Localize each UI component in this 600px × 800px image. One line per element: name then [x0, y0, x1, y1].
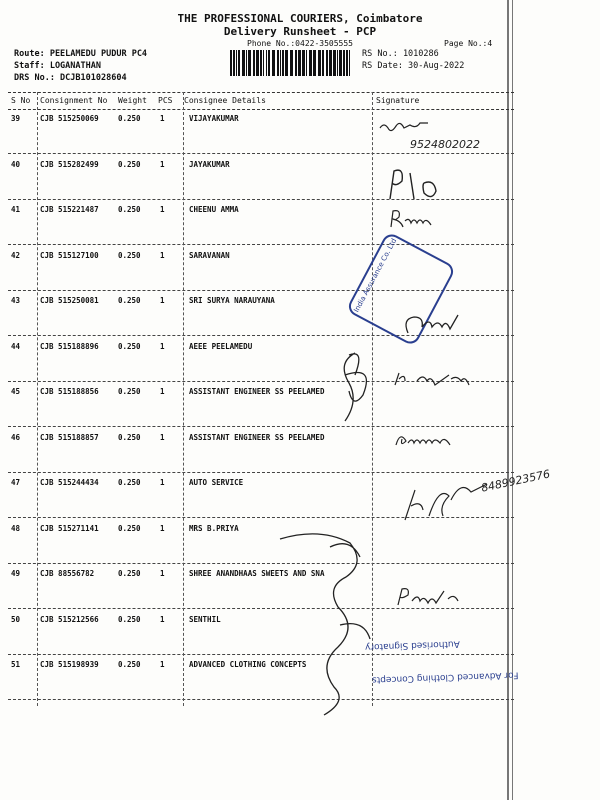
cell-weight: 0.250: [118, 432, 141, 442]
cell-consignee: CHEENU AMMA: [189, 205, 239, 214]
cell-consignment: CJB 515250069: [40, 114, 99, 123]
table-row: [8, 472, 514, 518]
cell-consignee: JAYAKUMAR: [189, 159, 230, 169]
cell-consignee: AEEE PEELAMEDU: [189, 341, 253, 351]
cell-sno: 44: [11, 341, 21, 351]
cell-weight: 0.250: [118, 478, 141, 487]
cell-sno: 41: [11, 205, 21, 214]
handwritten-phone-2: 8489923576: [480, 467, 552, 495]
table-row: [8, 427, 514, 473]
cell-pcs: 1: [160, 159, 165, 169]
cell-pcs: 1: [160, 569, 165, 578]
cell-weight: 0.250: [118, 205, 141, 214]
table-row: [8, 154, 514, 200]
table-row: [8, 336, 514, 382]
handwritten-phone-1: 9524802022: [410, 138, 480, 151]
cell-weight: 0.250: [118, 660, 141, 669]
column-divider: [183, 92, 184, 706]
cell-consignee: MRS B.PRIYA: [189, 523, 239, 533]
cell-consignment: CJB 515188857: [40, 432, 99, 442]
cell-weight: 0.250: [118, 569, 141, 578]
cell-pcs: 1: [160, 205, 165, 214]
authorised-signatory-text: Authorised Signatory: [364, 638, 460, 652]
cell-consignment: CJB 515244434: [40, 478, 99, 487]
cell-pcs: 1: [160, 387, 165, 396]
cell-weight: 0.250: [118, 387, 141, 396]
cell-pcs: 1: [160, 478, 165, 487]
cell-consignment: CJB 515271141: [40, 523, 99, 533]
rs-number: RS No.: 1010286: [362, 49, 439, 59]
cell-sno: 42: [11, 250, 21, 260]
cell-sno: 45: [11, 387, 21, 396]
col-consignment: Consignment No: [40, 96, 108, 105]
cell-pcs: 1: [160, 432, 165, 442]
cell-consignee: SRI SURYA NARAUYANA: [189, 296, 275, 305]
cell-sno: 51: [11, 660, 21, 669]
cell-consignment: CJB 515282499: [40, 159, 99, 169]
cell-pcs: 1: [160, 614, 165, 624]
column-divider: [37, 92, 38, 706]
col-signature: Signature: [376, 96, 420, 105]
cell-consignment: CJB 515221487: [40, 205, 99, 214]
cell-pcs: 1: [160, 296, 165, 305]
cell-consignee: AUTO SERVICE: [189, 478, 244, 487]
column-divider: [372, 92, 373, 706]
cell-weight: 0.250: [118, 296, 141, 305]
cell-pcs: 1: [160, 341, 165, 351]
col-consignee: Consignee Details: [184, 96, 266, 105]
col-pcs: PCS: [158, 96, 173, 105]
table-row: [8, 199, 514, 245]
route-info: Route: PEELAMEDU PUDUR PC4: [14, 49, 148, 59]
table-row: [8, 518, 514, 564]
cell-consignment: CJB 88556782: [40, 569, 95, 578]
cell-pcs: 1: [160, 660, 165, 669]
company-stamp-text: For Advanced Clothing Concepts: [371, 669, 519, 685]
cell-pcs: 1: [160, 523, 165, 533]
cell-pcs: 1: [160, 114, 165, 123]
cell-sno: 40: [11, 159, 21, 169]
runsheet-title: Delivery Runsheet - PCP: [223, 25, 377, 38]
insurance-stamp-text: India Assurance Co. Ltd: [352, 237, 399, 314]
cell-sno: 49: [11, 569, 21, 578]
cell-sno: 48: [11, 523, 21, 533]
cell-weight: 0.250: [118, 341, 141, 351]
staff-info: Staff: LOGANATHAN: [14, 61, 101, 71]
cell-consignment: CJB 515188896: [40, 341, 99, 351]
cell-consignee: ASSISTANT ENGINEER SS PEELAMED: [189, 432, 325, 442]
page-number: Page No.:4: [444, 39, 493, 48]
cell-consignee: ASSISTANT ENGINEER SS PEELAMED: [189, 387, 325, 396]
cell-weight: 0.250: [118, 250, 141, 260]
cell-weight: 0.250: [118, 159, 141, 169]
table-row: [8, 563, 514, 609]
cell-consignment: CJB 515212566: [40, 614, 99, 624]
cell-consignee: SHREE ANANDHAAS SWEETS AND SNA: [189, 569, 325, 578]
document-title: [150, 12, 450, 38]
col-sno: S No: [11, 96, 31, 105]
cell-consignee: SENTHIL: [189, 614, 221, 624]
cell-sno: 39: [11, 114, 21, 123]
cell-consignee: SARAVANAN: [189, 250, 230, 260]
barcode: [230, 50, 354, 76]
col-weight: Weight: [118, 96, 147, 105]
cell-sno: 46: [11, 432, 21, 442]
cell-weight: 0.250: [118, 114, 141, 123]
cell-sno: 43: [11, 296, 21, 305]
drs-number: DRS No.: DCJB101028604: [14, 73, 127, 83]
table-row: [8, 108, 514, 154]
cell-consignment: CJB 515198939: [40, 660, 99, 669]
cell-sno: 47: [11, 478, 21, 487]
cell-consignment: CJB 515188856: [40, 387, 99, 396]
cell-consignment: CJB 515127100: [40, 250, 99, 260]
cell-weight: 0.250: [118, 614, 141, 624]
phone-number: Phone No.:0422-3505555: [247, 39, 353, 48]
cell-consignee: VIJAYAKUMAR: [189, 114, 239, 123]
cell-sno: 50: [11, 614, 21, 624]
cell-pcs: 1: [160, 250, 165, 260]
cell-consignment: CJB 515250081: [40, 296, 99, 305]
company-name: THE PROFESSIONAL COURIERS, Coimbatore: [177, 12, 423, 25]
table-row: [8, 381, 514, 427]
cell-consignee: ADVANCED CLOTHING CONCEPTS: [189, 660, 307, 669]
cell-weight: 0.250: [118, 523, 141, 533]
rs-date: RS Date: 30-Aug-2022: [362, 61, 465, 71]
